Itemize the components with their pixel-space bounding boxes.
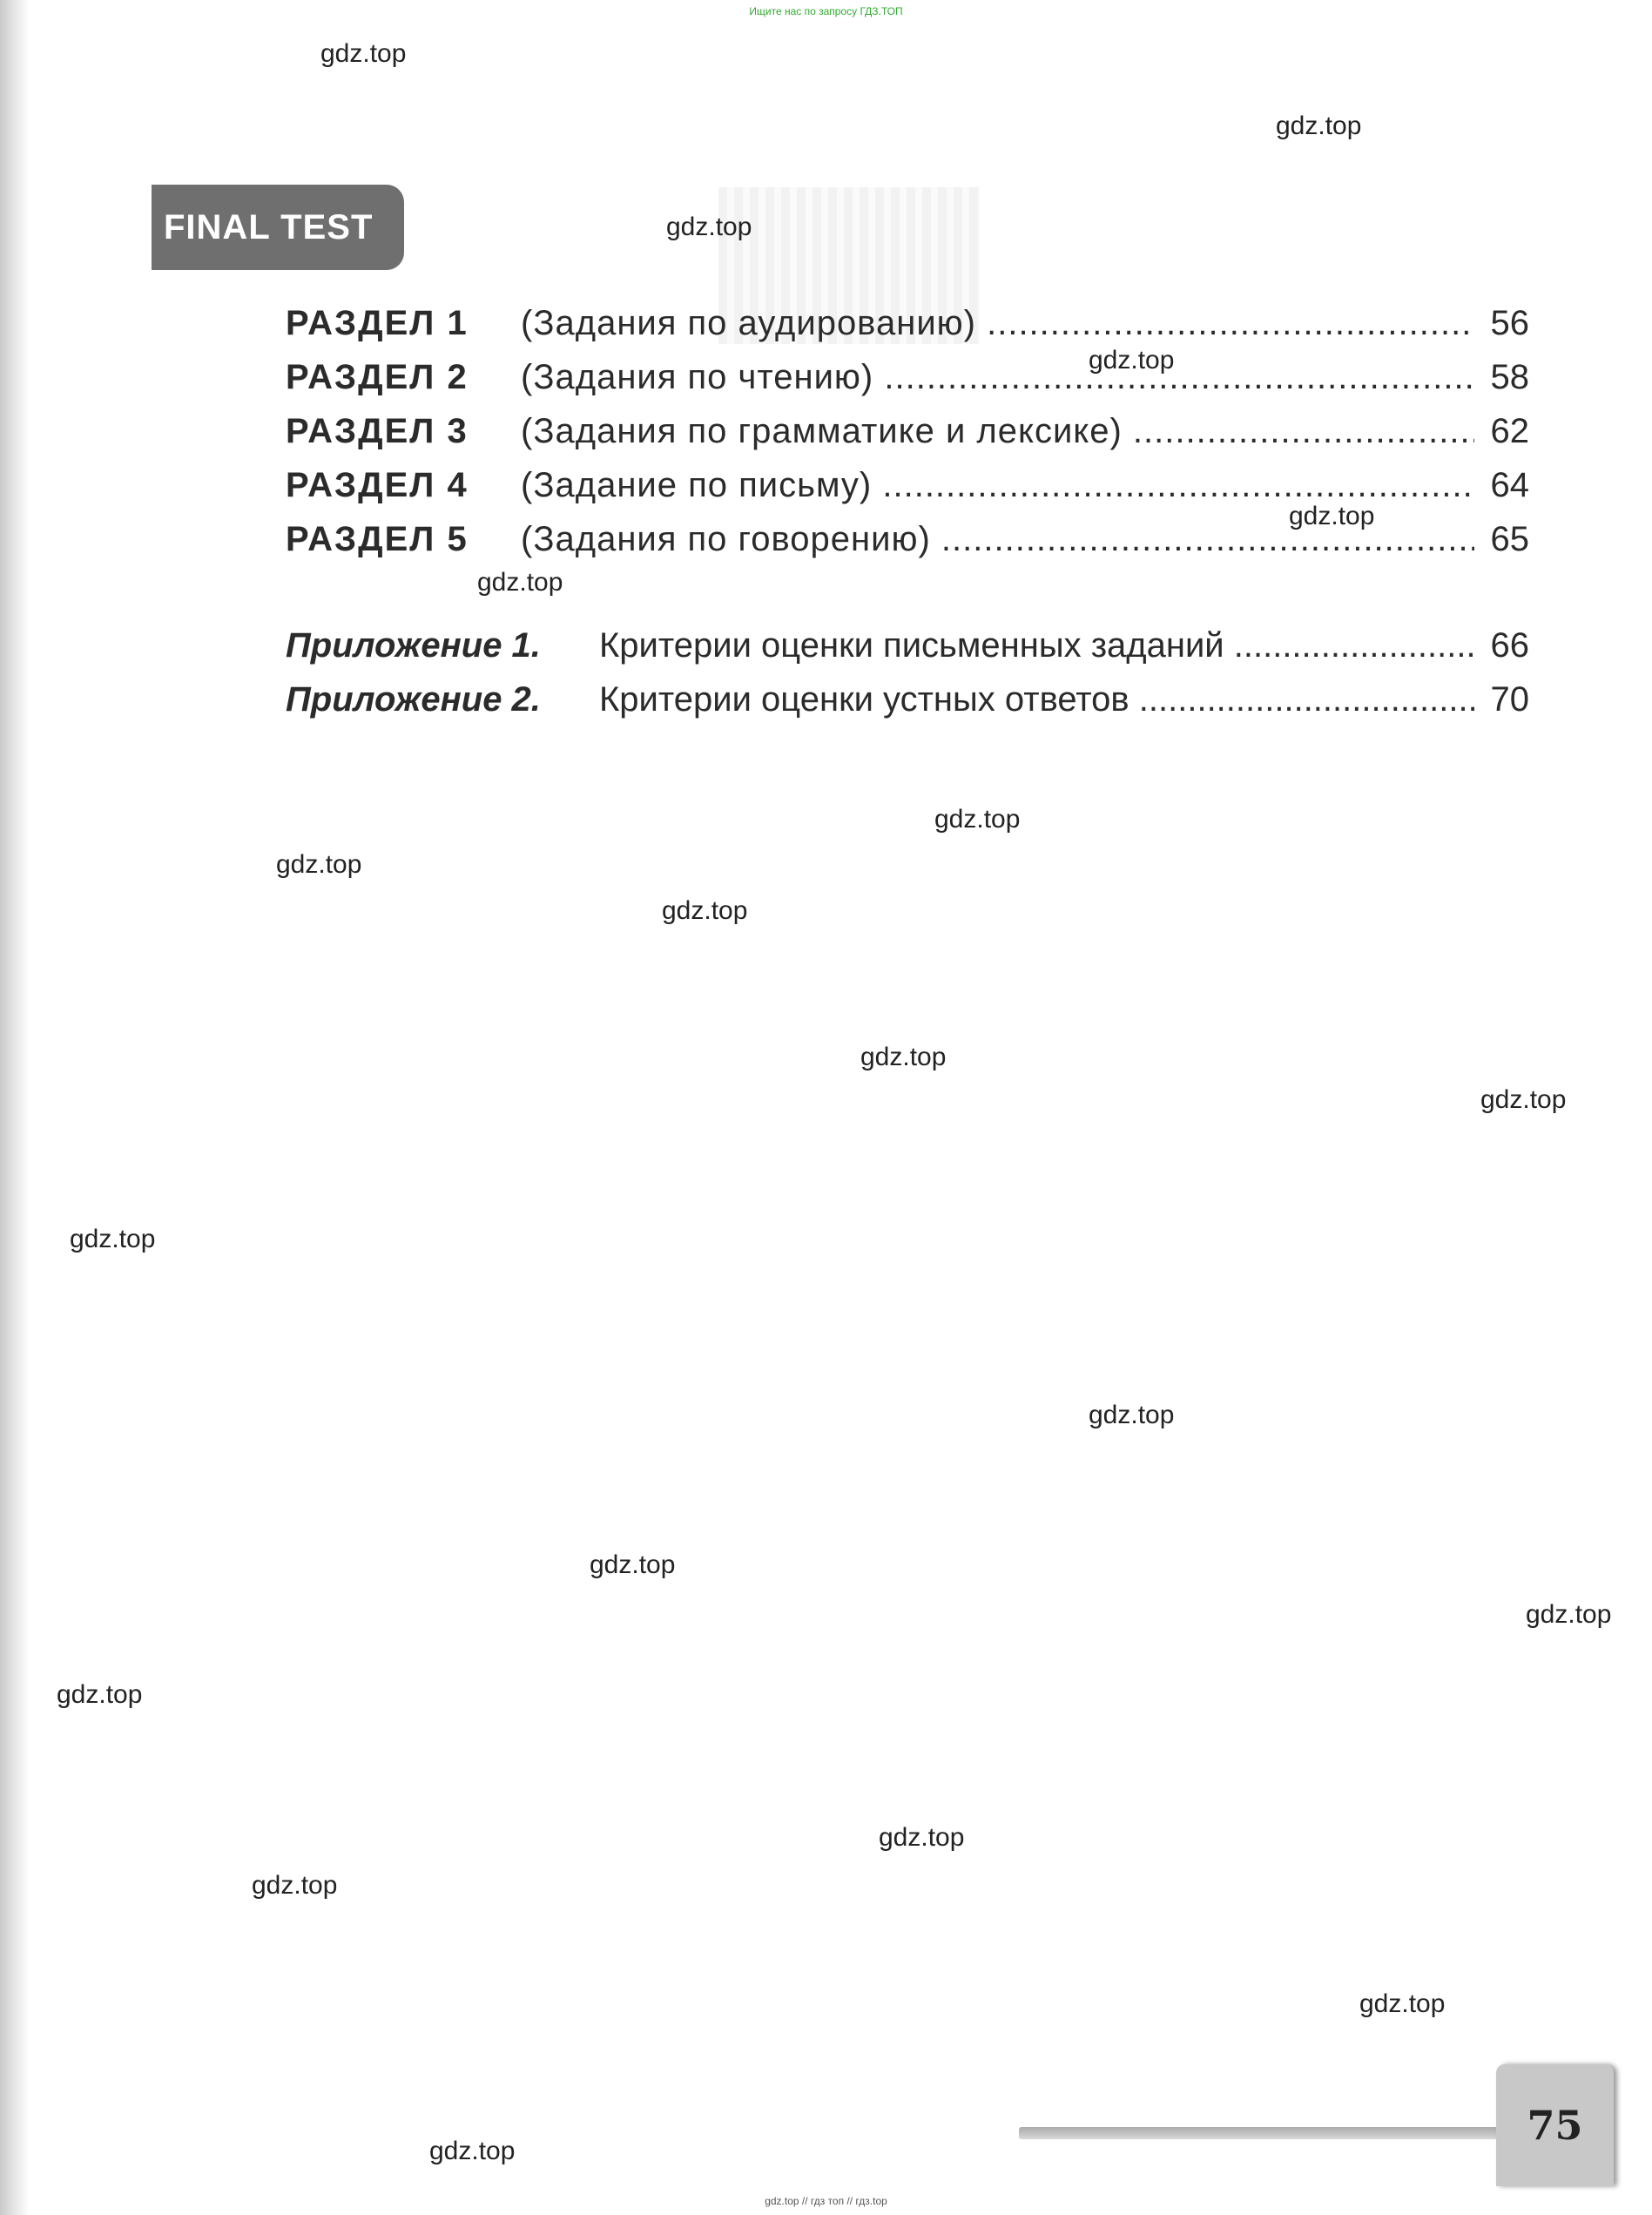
top-banner[interactable]: Ищите нас по запросу ГДЗ.ТОП [749, 5, 903, 17]
watermark: gdz.top [1526, 1600, 1612, 1629]
final-test-heading: FINAL TEST [152, 185, 404, 270]
appendix-label: Приложение 2. [286, 680, 541, 719]
watermark: gdz.top [429, 2137, 516, 2165]
watermark: gdz.top [1089, 1401, 1175, 1429]
toc-description: (Задания по говорению) ..... [521, 512, 1474, 566]
watermark: gdz.top [1089, 346, 1175, 375]
watermark: gdz.top [662, 896, 748, 925]
watermark: gdz.top [590, 1550, 676, 1579]
watermark: gdz.top [1480, 1085, 1567, 1114]
toc-section: РАЗДЕЛ 2 [286, 358, 469, 396]
watermark: gdz.top [879, 1823, 965, 1852]
watermark: gdz.top [1359, 1989, 1446, 2018]
toc-section: РАЗДЕЛ 1 [286, 304, 469, 342]
footer-bar [1019, 2127, 1498, 2139]
toc-page-number: 64 [1490, 466, 1529, 504]
watermark: gdz.top [1276, 111, 1362, 140]
toc-page-number: 62 [1490, 412, 1529, 450]
bottom-banner[interactable]: gdz.top // гдз топ // гдз.top [765, 2195, 887, 2207]
appendix-page-number: 66 [1490, 626, 1529, 665]
book-spine-shadow [0, 0, 30, 2215]
toc-page-number: 56 [1490, 304, 1529, 342]
watermark: gdz.top [860, 1043, 947, 1071]
appendix-row[interactable] [286, 672, 1529, 726]
toc-description: (Задания по грамматике и лексике) ..... [521, 404, 1474, 458]
watermark: gdz.top [57, 1680, 143, 1709]
watermark: gdz.top [252, 1871, 338, 1900]
appendix-page-number: 70 [1490, 680, 1529, 719]
watermark: gdz.top [477, 568, 563, 597]
toc-row[interactable] [286, 404, 1529, 458]
appendix-label: Приложение 1. [286, 626, 541, 665]
toc-section: РАЗДЕЛ 4 [286, 466, 469, 504]
toc-section: РАЗДЕЛ 3 [286, 412, 469, 450]
watermark: gdz.top [666, 213, 752, 241]
watermark: gdz.top [276, 850, 362, 879]
toc-description: (Задание по письму) ..... [521, 458, 1474, 512]
toc-description: (Задания по аудированию) ..... [521, 296, 1474, 350]
watermark: gdz.top [934, 805, 1021, 834]
watermark: gdz.top [70, 1225, 156, 1253]
toc-page-number: 65 [1490, 520, 1529, 558]
appendix-row[interactable] [286, 618, 1529, 672]
toc-row[interactable] [286, 296, 1529, 350]
watermark: gdz.top [320, 39, 407, 68]
watermark: gdz.top [1289, 502, 1375, 530]
appendix-description: Критерии оценки письменных заданий ..... [599, 618, 1474, 672]
toc-description: (Задания по чтению) ..... [521, 350, 1474, 404]
toc-page-number: 58 [1490, 358, 1529, 396]
toc-row[interactable] [286, 350, 1529, 404]
page-number-tab: 75 [1496, 2064, 1614, 2186]
appendix-description: Критерии оценки устных ответов ..... [599, 672, 1474, 726]
toc-section: РАЗДЕЛ 5 [286, 520, 469, 558]
